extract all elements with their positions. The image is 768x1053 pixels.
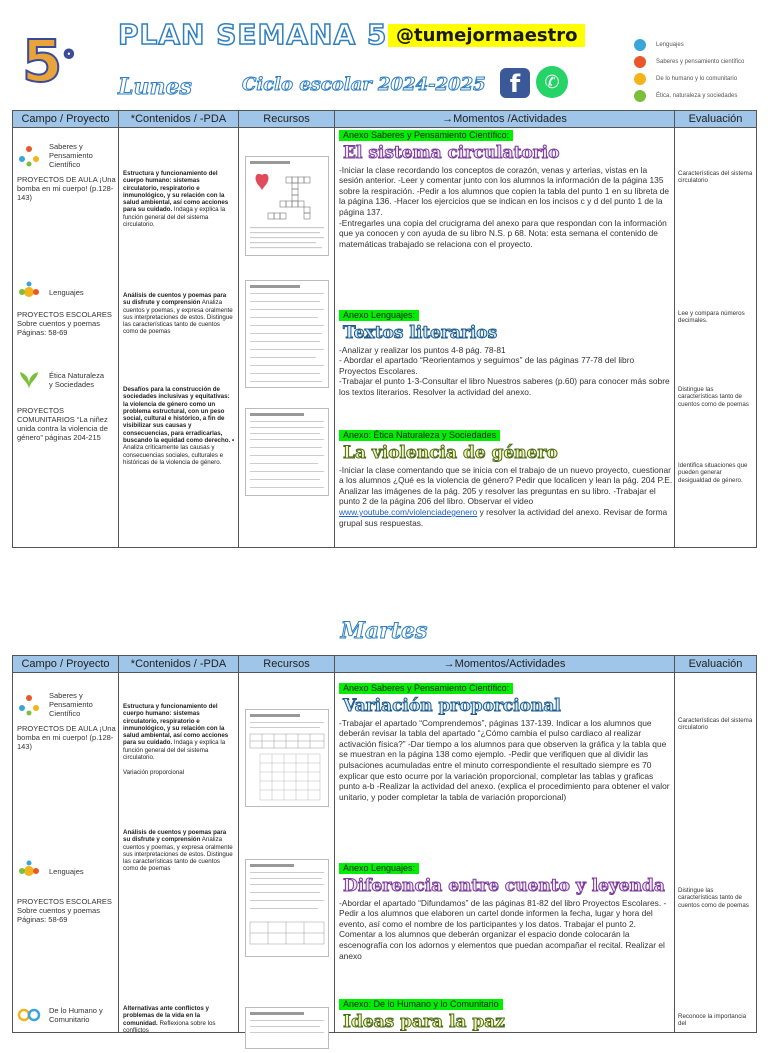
- campo-lenguajes: Lenguajes PROYECTOS ESCOLARES Sobre cuentos y poemas Páginas: 58-69: [17, 280, 117, 337]
- whatsapp-icon[interactable]: ✆: [536, 66, 568, 98]
- recursos-cell: [239, 128, 335, 548]
- contenido-item: Desafíos para la construcción de sociedades inclusivas y equitativas: la violencia de género como un problema estructural, con un peso social, cultural e histórico, a fin de visibilizar sus causas y consecuencias, para erradicarlas, buscando la equidad como derecho. • Analiza críticamente las causas y consecuencias sociales, culturales e históricas de la violencia de género.: [123, 386, 235, 466]
- worksheet-thumbnail[interactable]: [245, 280, 329, 388]
- saberes-icon: [634, 56, 646, 68]
- campo-saberes: Saberes y Pensamiento Científico PROYECTOS DE AULA ¡Una bomba en mi cuerpo! (p.128-143): [17, 142, 116, 202]
- page-title: PLAN SEMANA 5: [118, 18, 388, 51]
- activity-title: Ideas para la paz: [343, 1011, 505, 1032]
- martes-table: [12, 655, 757, 1033]
- etica-icon: [17, 368, 41, 392]
- annex-label: Anexo Saberes y Pensamiento Científico:: [339, 683, 513, 694]
- recursos-cell: [239, 673, 335, 1033]
- table-header-row: [13, 656, 757, 673]
- video-link[interactable]: www.youtube.com/violenciadegenero: [339, 506, 478, 517]
- actividades-cell: [335, 128, 675, 548]
- legend-item: Lenguajes: [634, 36, 764, 53]
- school-year: Ciclo escolar 2024-2025: [242, 74, 486, 95]
- worksheet-thumbnail[interactable]: [245, 859, 329, 957]
- table-worksheet-preview: [246, 710, 328, 806]
- activity-title: La violencia de género: [343, 442, 558, 463]
- author-handle: @tumejormaestro: [388, 24, 585, 47]
- contenido-item: Estructura y funcionamiento del cuerpo humano: sistemas circulatorio, respiratorio e inmunológico, y su relación con la salud ambiental, así como acciones para su cuidado. Indaga y explica la función general del del sistema circulatorio. Variación proporcional: [123, 703, 229, 776]
- actividad-lenguajes: [339, 863, 673, 961]
- lenguajes-icon: [17, 859, 41, 883]
- actividad-lenguajes: [339, 310, 673, 398]
- facebook-icon[interactable]: f: [500, 68, 530, 98]
- header-recursos: Recursos: [239, 656, 335, 673]
- table-row: [13, 673, 757, 1033]
- table-header-row: [13, 111, 757, 128]
- project-name: PROYECTOS ESCOLARES Sobre cuentos y poemas Páginas: 58-69: [17, 897, 112, 924]
- annex-label: Anexo: Ética Naturaleza y Sociedades: [339, 430, 500, 441]
- activity-title: El sistema circulatorio: [343, 142, 560, 163]
- grade-badge: 5°: [22, 27, 76, 95]
- worksheet-thumbnail[interactable]: [245, 709, 329, 807]
- legend-item: Ética, naturaleza y sociedades: [634, 87, 764, 104]
- saberes-icon: [17, 144, 41, 168]
- contenido-item: Análisis de cuentos y poemas para su disfrute y comprensión Analiza cuentos y poemas, y expresa oralmente sus interpretaciones de estos. Distingue las características tanto de cuentos como de poemas: [123, 292, 233, 336]
- campo-cell: [13, 673, 119, 1033]
- worksheet-preview: [246, 1008, 328, 1048]
- contenido-item: Análisis de cuentos y poemas para su disfrute y comprensión Analiza cuentos y poemas, y expresa oralmente sus interpretaciones de estos. Distingue las características tanto de cuentos como de poemas: [123, 829, 233, 873]
- evaluacion-cell: [675, 673, 757, 1033]
- activity-title: Textos literarios: [343, 322, 498, 343]
- actividad-etica: [339, 430, 673, 528]
- activity-text: -Analizar y realizar los puntos 4-8 pág. 78-81 - Abordar el apartado “Reorientamos y seguimos” de las páginas 77-78 del libro Proyectos Escolares. -Trabajar el punto 1-3-Consultar el libro Nuestros saberes (p.60) para conocer más sobre los textos literarios. Resolver la actividad del anexo.: [339, 344, 670, 397]
- header-momentos: →Momentos /Actividades: [335, 111, 675, 128]
- worksheet-thumbnail[interactable]: [245, 1007, 329, 1049]
- worksheet-preview: [246, 281, 328, 387]
- activity-text: -Abordar el apartado “Difundamos” de las páginas 81-82 del libro Proyectos Escolares. -Pedir a los alumnos que elaboren un cartel donde informen la fecha, lugar y hora del evento, así como el nombre de los participantes y los datos. Trabajar el punto 2. Comentar a los alumnos que deberán organizar el espacio donde colocarán la escenografía con los adornos y elementos que puedan acompañar el recital. Realizar el anexo: [339, 897, 667, 961]
- contenidos-cell: [119, 128, 239, 548]
- activity-text: -Iniciar la clase recordando los conceptos de corazón, venas y arterias, vistas en la sesión anterior. -Leer y comentar junto con los alumnos la información de la página 135 sobre la respiración. -Pedir a los alumnos que copien la tabla del punto 1 en su libreta de la página 136. -Hacer los ejercicios que se indican en los incisos c y d del punto 1 de la página 137. -Entregarles una copia del crucigrama del anexo para que respondan con la información que ya conocen y con ayuda de su libro N.S. p 68. Nota: esta semana el contenido de matemáticas trabajado se relaciona con el proyecto.: [339, 164, 670, 249]
- lenguajes-icon: [634, 39, 646, 51]
- header-campo: Campo / Proyecto: [13, 111, 119, 128]
- evaluacion-item: Distingue las características tanto de cuentos como de poemas: [678, 887, 749, 909]
- annex-label: Anexo Lenguajes:: [339, 310, 419, 321]
- activity-title: Diferencia entre cuento y leyenda: [343, 875, 665, 896]
- actividad-humano: [339, 999, 673, 1034]
- annex-label: Anexo Lenguajes:: [339, 863, 419, 874]
- activity-title: Variación proporcional: [343, 695, 561, 716]
- campo-lenguajes: Lenguajes PROYECTOS ESCOLARES Sobre cuentos y poemas Páginas: 58-69: [17, 859, 117, 924]
- campo-etica: Ética Naturaleza y Sociedades PROYECTOS COMUNITARIOS “La niñez unida contra la violencia de género” páginas 204-215: [17, 368, 117, 442]
- header-contenidos: *Contenidos / -PDA: [119, 111, 239, 128]
- worksheet-thumbnail[interactable]: [245, 408, 329, 496]
- campo-saberes: Saberes y Pensamiento Científico PROYECTOS DE AULA ¡Una bomba en mi cuerpo! (p.128-143): [17, 691, 116, 751]
- legend-item: De lo humano y lo comunitario: [634, 70, 764, 87]
- day-title-martes: Martes: [340, 618, 428, 644]
- activity-text: -Trabajar el apartado “Comprendemos”, páginas 137-139. Indicar a los alumnos que deberán revisar la tabla del apartado “¿Cómo cambia el pulso cardiaco al realizar activación física?” -Dar tiempo a los alumnos para que observen la gráfica y la tabla que se muestran en la página 138 como ejemplo. -Pedir que verifiquen que al dividir las pulsaciones acumuladas entre el minuto correspondiente el resultado siempre es 70 explicar que esto ocurre por la variación proporcional, completar las tablas y graficas punto a-b -Realizar la actividad del anexo. (explica el procedimiento para obtener el valor unitario, y poder completar la tabla de variación proporcional): [339, 717, 670, 802]
- humano-icon: [17, 1003, 41, 1027]
- evaluacion-item: Lee y compara números decimales.: [678, 310, 745, 325]
- project-name: PROYECTOS DE AULA ¡Una bomba en mi cuerpo! (p.128-143): [17, 175, 116, 202]
- worksheet-thumbnail[interactable]: [245, 156, 329, 256]
- annex-label: Anexo: De lo Humano y lo Comunitario: [339, 999, 503, 1010]
- actividad-saberes: [339, 683, 673, 802]
- lunes-table: [12, 110, 757, 548]
- header-recursos: Recursos: [239, 111, 335, 128]
- humano-icon: [634, 73, 646, 85]
- day-title-lunes: Lunes: [118, 74, 192, 100]
- contenidos-cell: [119, 673, 239, 1033]
- campo-cell: [13, 128, 119, 548]
- header-campo: Campo / Proyecto: [13, 656, 119, 673]
- contenido-item: Alternativas ante conflictos y problemas de la vida en la comunidad. Reflexiona sobre los conflictos: [123, 1005, 216, 1034]
- actividades-cell: [335, 673, 675, 1033]
- campos-legend: [634, 36, 764, 104]
- saberes-icon: [17, 693, 41, 717]
- legend-item: Saberes y pensamiento científico: [634, 53, 764, 70]
- header-evaluacion: Evaluación: [675, 111, 757, 128]
- lenguajes-icon: [17, 280, 41, 304]
- evaluacion-item: Distingue las características tanto de cuentos como de poemas: [678, 386, 749, 408]
- table-row: [13, 128, 757, 548]
- contenido-item: Estructura y funcionamiento del cuerpo humano: sistemas circulatorio, respiratorio e inmunológico, y su relación con la salud ambiental, así como acciones para su cuidado. Indaga y explica la función general del del sistema circulatorio.: [123, 170, 229, 229]
- evaluacion-item: Características del sistema circulatorio: [678, 170, 753, 185]
- etica-icon: [634, 90, 646, 102]
- campo-humano: De lo Humano y Comunitario: [17, 1003, 117, 1027]
- worksheet-preview: [246, 860, 328, 956]
- project-name: PROYECTOS COMUNITARIOS “La niñez unida contra la violencia de género” páginas 204-215: [17, 406, 108, 442]
- project-name: PROYECTOS ESCOLARES Sobre cuentos y poemas Páginas: 58-69: [17, 310, 112, 337]
- worksheet-preview: [246, 409, 328, 495]
- project-name: PROYECTOS DE AULA ¡Una bomba en mi cuerpo! (p.128-143): [17, 724, 116, 751]
- header-contenidos: *Contenidos / -PDA: [119, 656, 239, 673]
- activity-text: -Iniciar la clase comentando que se inicia con el trabajo de un nuevo proyecto, cuestionar a los alumnos ¿Qué es la violencia de género? Pedir que localicen y lean la pág. 204 P.E. Analizar las imágenes de la pág. 205 y resolver las preguntas en su libro. -Trabajar el punto 2 de la página 206 del libro. Observar el video www.youtube.com/violenciadegenero y resolver la actividad del anexo. Revisar de forma grupal sus respuestas.: [339, 464, 673, 528]
- evaluacion-cell: [675, 128, 757, 548]
- header-evaluacion: Evaluación: [675, 656, 757, 673]
- header-momentos: →Momentos/Actividades: [335, 656, 675, 673]
- crossword-preview: [246, 157, 328, 255]
- annex-label: Anexo Saberes y Pensamiento Científico:: [339, 130, 513, 141]
- evaluacion-item: Identifica situaciones que pueden generar desigualdad de género.: [678, 462, 748, 484]
- evaluacion-item: Características del sistema circulatorio: [678, 717, 753, 732]
- evaluacion-item: Reconoce la importancia del: [678, 1013, 747, 1028]
- actividad-saberes: [339, 130, 673, 249]
